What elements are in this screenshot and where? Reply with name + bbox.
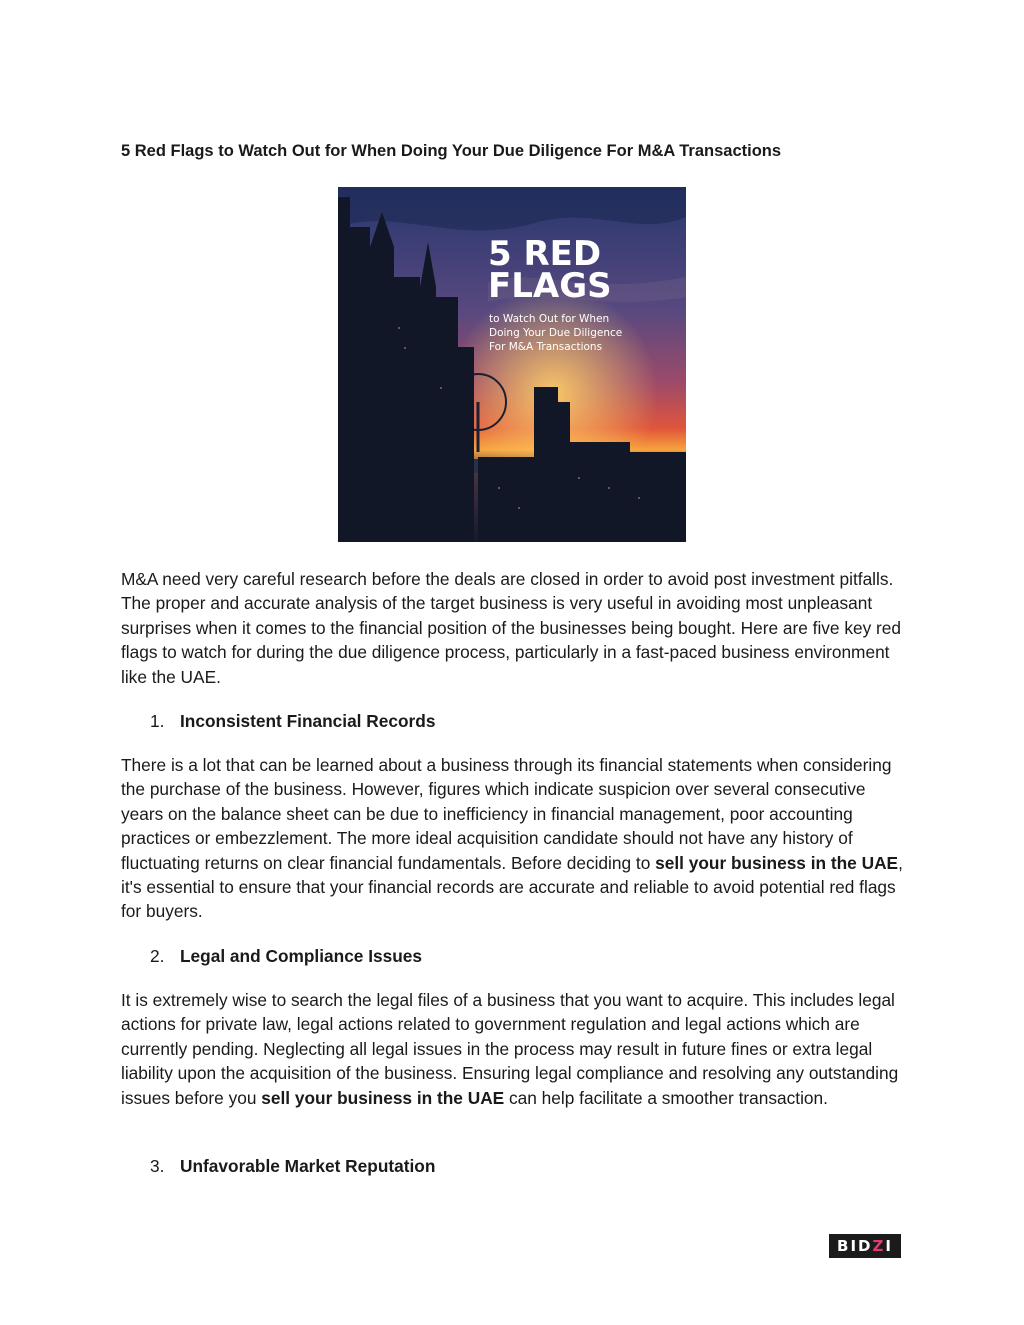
section-heading-text: Inconsistent Financial Records — [180, 711, 436, 731]
hero-subtitle-line3: For M&A Transactions — [489, 341, 603, 353]
bidzi-logo — [829, 1234, 901, 1258]
paragraph-text: , it's essential to ensure that your financial records are accurate and reliable to avoid potential red flags for buyers. — [121, 852, 903, 922]
hero-title-line1: 5 RED — [488, 234, 602, 274]
section-number: 1. — [150, 711, 165, 731]
section-paragraph-1 — [121, 753, 911, 924]
section-number: 2. — [150, 946, 165, 966]
hero-image — [338, 187, 686, 542]
paragraph-text: There is a lot that can be learned about a business through its financial statements when considering the purchase of the business. However, figures which indicate suspicion over several consecutive years on the balance sheet can be due to inefficiency in financial management, poor accounting practices or embezzlement. The more ideal acquisition candidate should not have any history of fluctuating returns on clear financial fundamentals. Before deciding to — [121, 755, 892, 873]
page-title: 5 Red Flags to Watch Out for When Doing Your Due Diligence For M&A Transactions — [121, 142, 782, 160]
section-paragraph-2 — [121, 988, 911, 1110]
paragraph-bold-link-text: sell your business in the UAE — [261, 1087, 505, 1108]
section-heading-text: Unfavorable Market Reputation — [180, 1156, 436, 1176]
hero-subtitle-line1: to Watch Out for When — [489, 313, 610, 325]
logo-accent-text: Z — [872, 1237, 886, 1255]
section-heading-text: Legal and Compliance Issues — [180, 946, 423, 966]
hero-title-line2: FLAGS — [488, 266, 612, 306]
intro-paragraph: M&A need very careful research before the deals are closed in order to avoid post investment pitfalls. The proper and accurate analysis of the target business is very useful in avoiding most unpleasant surprises when it comes to the financial position of the businesses being bought. Here are five key red flags to watch for during the due diligence process, particularly in a fast-paced business environment like the UAE. — [121, 569, 902, 687]
hero-subtitle-line2: Doing Your Due Diligence — [489, 327, 623, 339]
paragraph-text: can help facilitate a smoother transaction. — [504, 1087, 828, 1108]
section-heading-2 — [150, 944, 422, 968]
section-heading-1 — [150, 709, 435, 733]
section-heading-3 — [150, 1154, 435, 1178]
logo-text-end: I — [885, 1237, 893, 1255]
city-skyline-sunset-image — [338, 187, 686, 542]
paragraph-text: It is extremely wise to search the legal files of a business that you want to acquire. This includes legal actions for private law, legal actions related to government regulation and legal actions which are currently pending. Neglecting all legal issues in the process may result in future fines or extra legal liability upon the acquisition of the business. Ensuring legal compliance and resolving any outstanding issues before you — [121, 990, 899, 1108]
section-number: 3. — [150, 1156, 165, 1176]
paragraph-bold-link-text: sell your business in the UAE — [655, 852, 899, 873]
logo-text: BID — [837, 1237, 873, 1255]
